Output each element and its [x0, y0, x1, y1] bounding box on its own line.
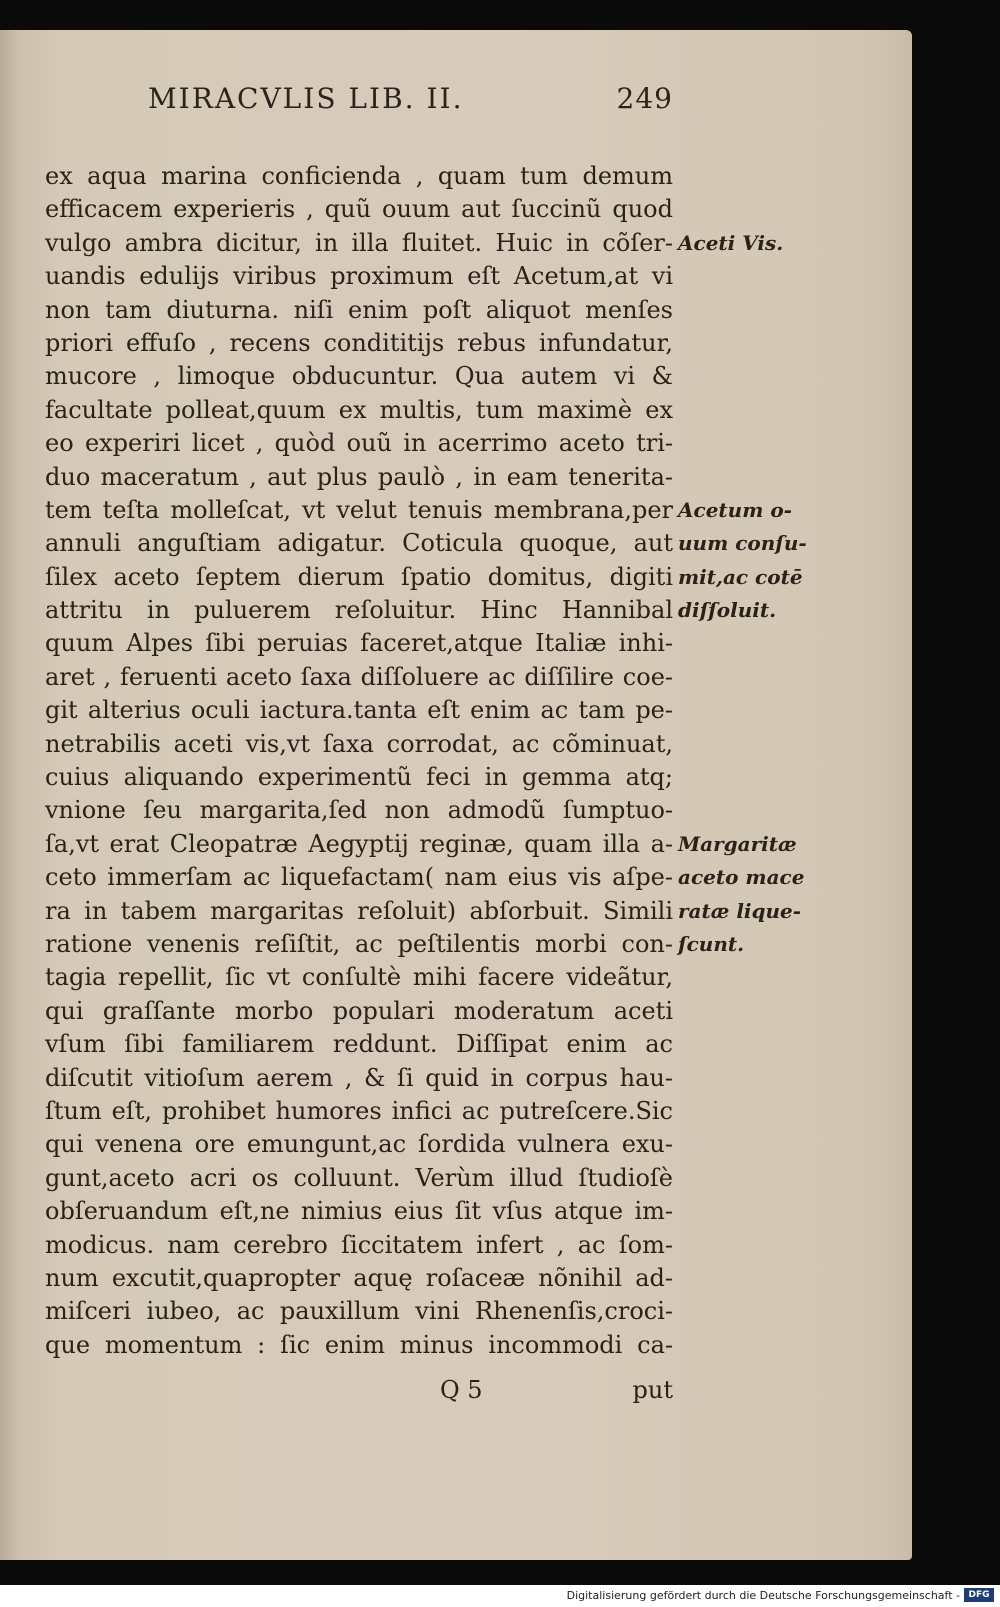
text-line: netrabilis aceti vis,vt ſaxa corrodat, ac cõminuat,	[45, 729, 673, 758]
footer-credit: Digitalisierung gefördert durch die Deutsche Forschungsgemeinschaft -	[566, 1589, 960, 1602]
marginal-note	[678, 494, 818, 628]
text-line: tem teſta molleſcat, vt velut tenuis membrana,per	[45, 495, 673, 524]
marginal-note-line: ratæ lique-	[678, 898, 802, 923]
dfg-logo: DFG	[964, 1588, 994, 1602]
marginal-note	[678, 828, 818, 962]
running-title: MIRACVLIS LIB. II.	[148, 82, 464, 115]
text-line: non tam diuturna. niſi enim poſt aliquot menſes	[45, 295, 673, 324]
text-line: mucore , limoque obducuntur. Qua autem vi &	[45, 362, 673, 391]
text-line: vnione ſeu margarita,ſed non admodũ ſumptuo-	[45, 796, 673, 825]
text-line: ſilex aceto ſeptem dierum ſpatio domitus, digiti	[45, 562, 673, 591]
text-line: obſeruandum eſt,ne nimius eius ſit vſus atque im-	[45, 1197, 673, 1226]
text-line: ceto immerſam ac liquefactam( nam eius vis aſpe-	[45, 863, 673, 892]
digitization-footer	[0, 1585, 1000, 1607]
text-line: miſceri iubeo, ac pauxillum vini Rhenenſis,croci-	[45, 1297, 673, 1326]
text-line: qui graſſante morbo populari moderatum aceti	[45, 996, 673, 1025]
text-line: num excutit,quapropter aquę roſaceæ nõnihil ad-	[45, 1263, 673, 1292]
marginal-note	[678, 227, 818, 260]
text-line: ſtum eſt, prohibet humores infici ac putreſcere.Sic	[45, 1096, 673, 1125]
text-line: duo maceratum , aut plus paulò , in eam tenerita-	[45, 462, 673, 491]
signature-mark: Q 5	[440, 1376, 483, 1404]
marginal-note-line: Aceti Vis.	[678, 230, 784, 255]
text-line: que momentum : ſic enim minus incommodi ca-	[45, 1330, 673, 1359]
marginal-note-line: mit,ac cotē	[678, 564, 803, 589]
text-line: git alterius oculi iactura.tanta eſt enim ac tam pe-	[45, 696, 673, 725]
text-line: efficacem experieris , quũ ouum aut ſuccinũ quod	[45, 195, 673, 224]
text-line: tagia repellit, ſic vt conſultè mihi facere videãtur,	[45, 963, 673, 992]
marginal-note-line: ſcunt.	[678, 932, 745, 957]
text-line: uandis edulijs viribus proximum eſt Acetum,at vi	[45, 262, 673, 291]
marginal-note-line: Acetum o-	[678, 498, 792, 522]
text-line: facultate polleat,quum ex multis, tum maximè ex	[45, 395, 673, 424]
text-line: quum Alpes ſibi peruias faceret,atque Italiæ inhi-	[45, 629, 673, 658]
text-line: diſcutit vitioſum aerem , & ſi quid in corpus hau-	[45, 1063, 673, 1092]
text-line: ex aqua marina conficienda , quam tum demum	[45, 162, 673, 190]
text-line: vſum ſibi familiarem reddunt. Diſſipat enim ac	[45, 1030, 673, 1059]
text-line: attritu in puluerem reſoluitur. Hinc Hannibal	[45, 596, 673, 625]
text-line: ratione venenis reſiſtit, ac peſtilentis morbi con-	[45, 929, 673, 958]
text-line: qui venena ore emungunt,ac ſordida vulnera exu-	[45, 1130, 673, 1159]
marginal-note-line: Margaritæ	[678, 832, 797, 856]
text-line: ſa,vt erat Cleopatræ Aegyptij reginæ, quam illa a-	[45, 829, 673, 858]
text-line: cuius aliquando experimentũ feci in gemma atq;	[45, 763, 673, 792]
body-text	[45, 160, 673, 1362]
text-line: vulgo ambra dicitur, in illa fluitet. Huic in cõſer-	[45, 228, 673, 257]
marginal-note-line: aceto mace	[678, 865, 805, 890]
page-number: 249	[616, 82, 673, 115]
text-line: priori effuſo , recens condititijs rebus infundatur,	[45, 328, 673, 357]
text-line: modicus. nam cerebro ſiccitatem infert , ac ſom-	[45, 1230, 673, 1259]
text-line: eo experiri licet , quòd ouũ in acerrimo aceto tri-	[45, 429, 673, 458]
text-line: ra in tabem margaritas reſoluit) abſorbuit. Simili	[45, 896, 673, 925]
text-line: annuli anguſtiam adigatur. Coticula quoque, aut	[45, 529, 673, 558]
catchword: put	[632, 1376, 673, 1404]
text-line: aret , feruenti aceto ſaxa diſſoluere ac diſſilire coe-	[45, 662, 673, 691]
marginal-note-line: uum conſu-	[678, 531, 807, 556]
text-line: gunt,aceto acri os colluunt. Verùm illud ſtudioſè	[45, 1163, 673, 1192]
marginal-note-line: diſſoluit.	[678, 598, 777, 623]
